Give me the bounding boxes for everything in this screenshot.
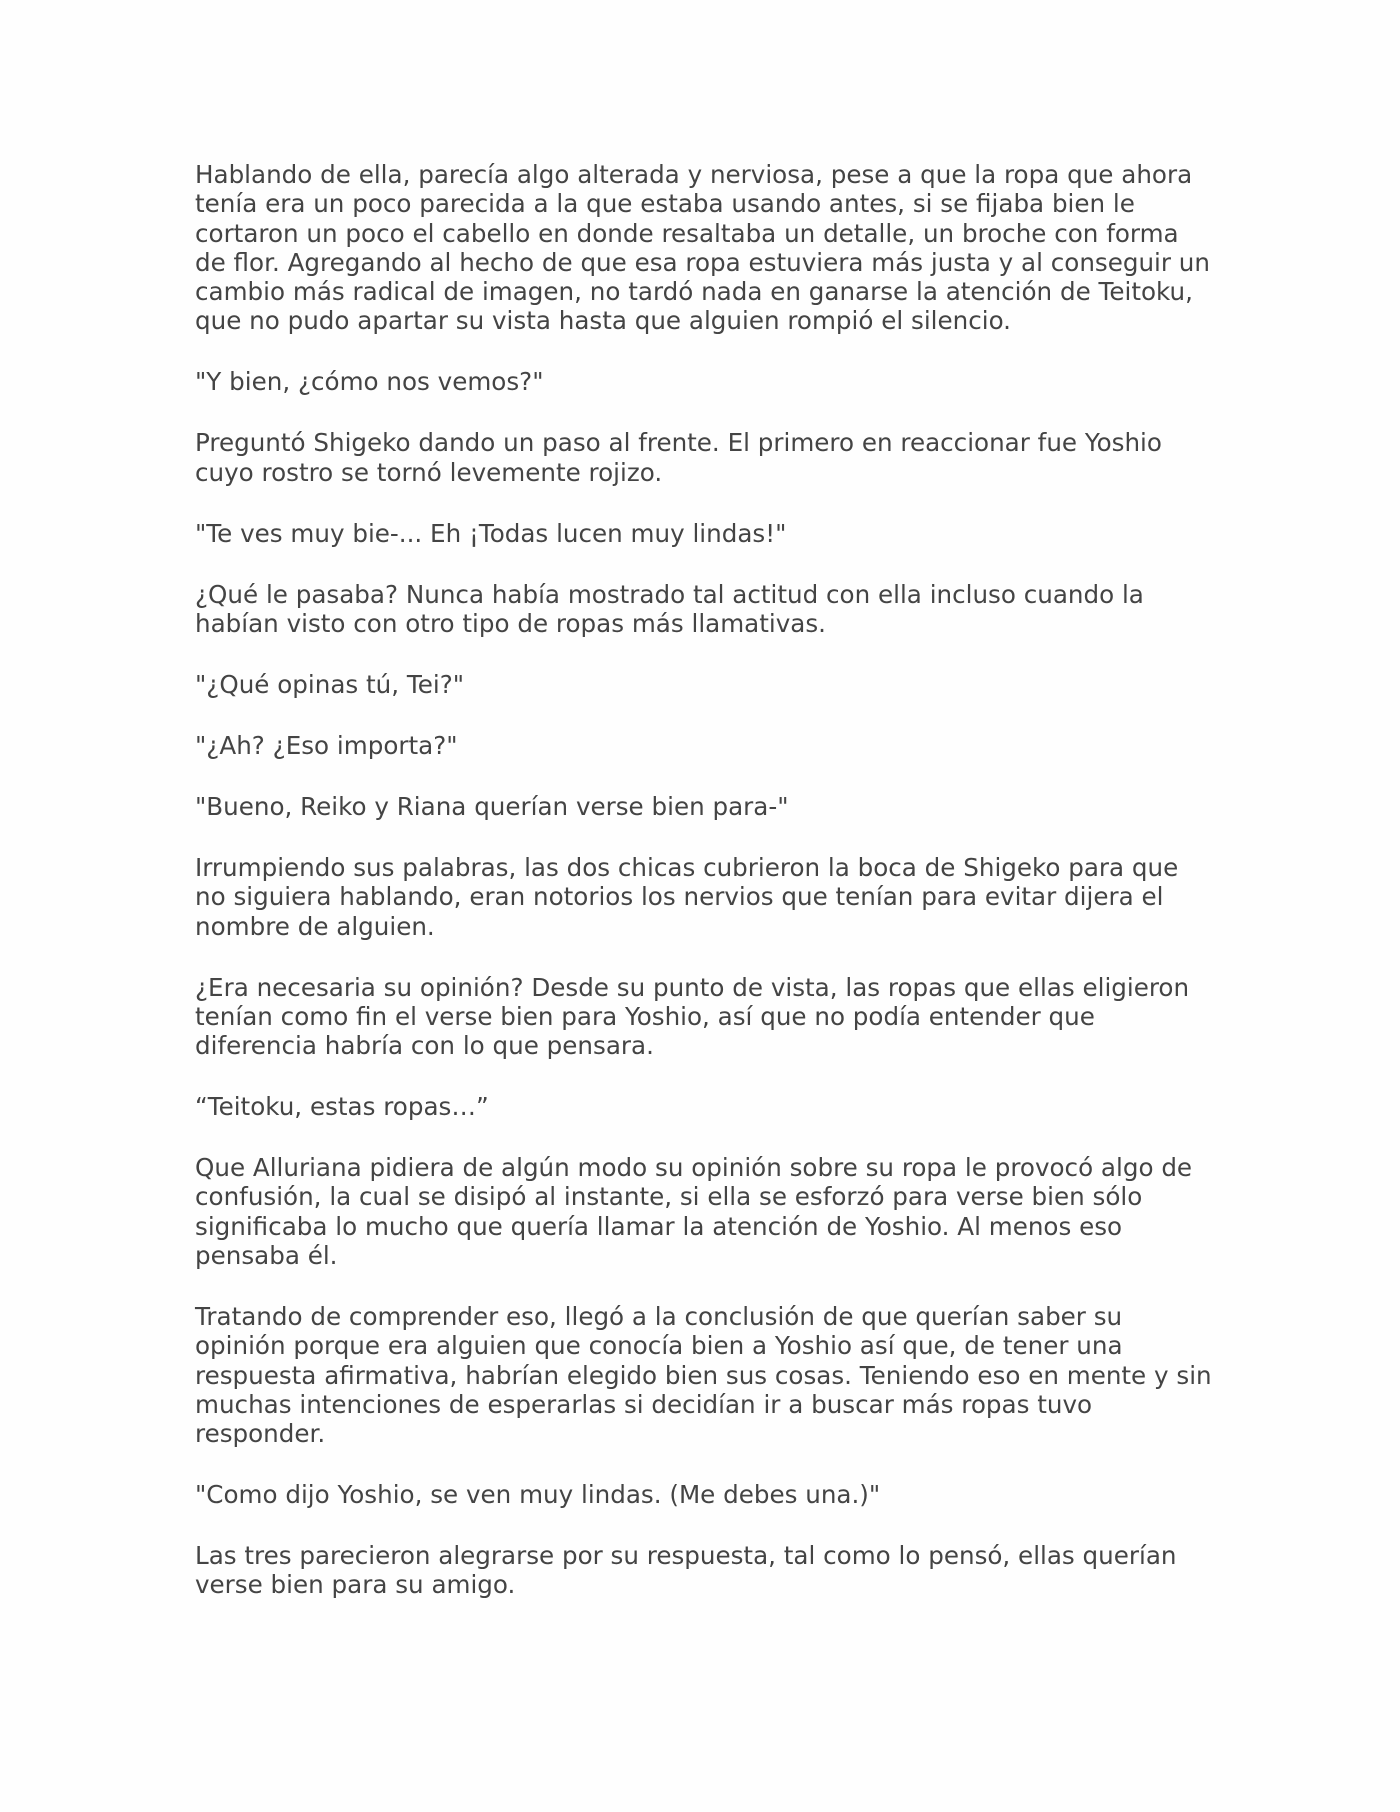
document-body — [195, 160, 1215, 1631]
dialogue-line: "Te ves muy bie-... Eh ¡Todas lucen muy lindas!" — [195, 518, 787, 548]
dialogue-line: "Bueno, Reiko y Riana querían verse bien para-" — [195, 791, 789, 821]
dialogue-line: "¿Ah? ¿Eso importa?" — [195, 730, 458, 760]
dialogue-line: "¿Qué opinas tú, Tei?" — [195, 670, 465, 699]
paragraph: ¿Era necesaria su opinión? Desde su punto de vista, las ropas que ellas eligieron tenían como fin el verse bien para Yoshio, así que no podía entender que diferencia habría con lo que pensara. — [195, 972, 1190, 1061]
dialogue-line: "Y bien, ¿cómo nos vemos?" — [195, 367, 544, 397]
paragraph: Que Alluriana pidiera de algún modo su opinión sobre su ropa le provocó algo de confusión, la cual se disipó al instante, si ella se esforzó para verse bien sólo significaba lo mucho que quería llamar la atención de Yoshio. Al menos eso pensaba él. — [195, 1153, 1193, 1270]
paragraph: Preguntó Shigeko dando un paso al frente. El primero en reaccionar fue Yoshio cuyo rostro se tornó levemente rojizo. — [195, 428, 1162, 487]
paragraph: Tratando de comprender eso, llegó a la conclusión de que querían saber su opinión porque era alguien que conocía bien a Yoshio así que, de tener una respuesta afirmativa, habrían elegido bien sus cosas. Teniendo eso en mente y sin muchas intenciones de esperarlas si decidían ir a buscar más ropas tuvo responder. — [195, 1301, 1212, 1449]
paragraph: ¿Qué le pasaba? Nunca había mostrado tal actitud con ella incluso cuando la habían visto con otro tipo de ropas más llamativas. — [195, 579, 1144, 639]
paragraph: Irrumpiendo sus palabras, las dos chicas cubrieron la boca de Shigeko para que no siguiera hablando, eran notorios los nervios que tenían para evitar dijera el nombre de alguien. — [195, 852, 1179, 941]
paragraph: Las tres parecieron alegrarse por su respuesta, tal como lo pensó, ellas querían verse bien para su amigo. — [195, 1541, 1177, 1600]
dialogue-line: “Teitoku, estas ropas…” — [195, 1092, 489, 1122]
paragraph: Hablando de ella, parecía algo alterada y nerviosa, pese a que la ropa que ahora tenía era un poco parecida a la que estaba usando antes, si se fijaba bien le cortaron un poco el cabello en donde resaltaba un detalle, un broche con forma de flor. Agregando al hecho de que esa ropa estuviera más justa y al conseguir un cambio más radical de imagen, no tardó nada en ganarse la atención de Teitoku, que no pudo apartar su vista hasta que alguien rompió el silencio. — [195, 160, 1210, 336]
dialogue-line: "Como dijo Yoshio, se ven muy lindas. (Me debes una.)" — [195, 1480, 881, 1510]
